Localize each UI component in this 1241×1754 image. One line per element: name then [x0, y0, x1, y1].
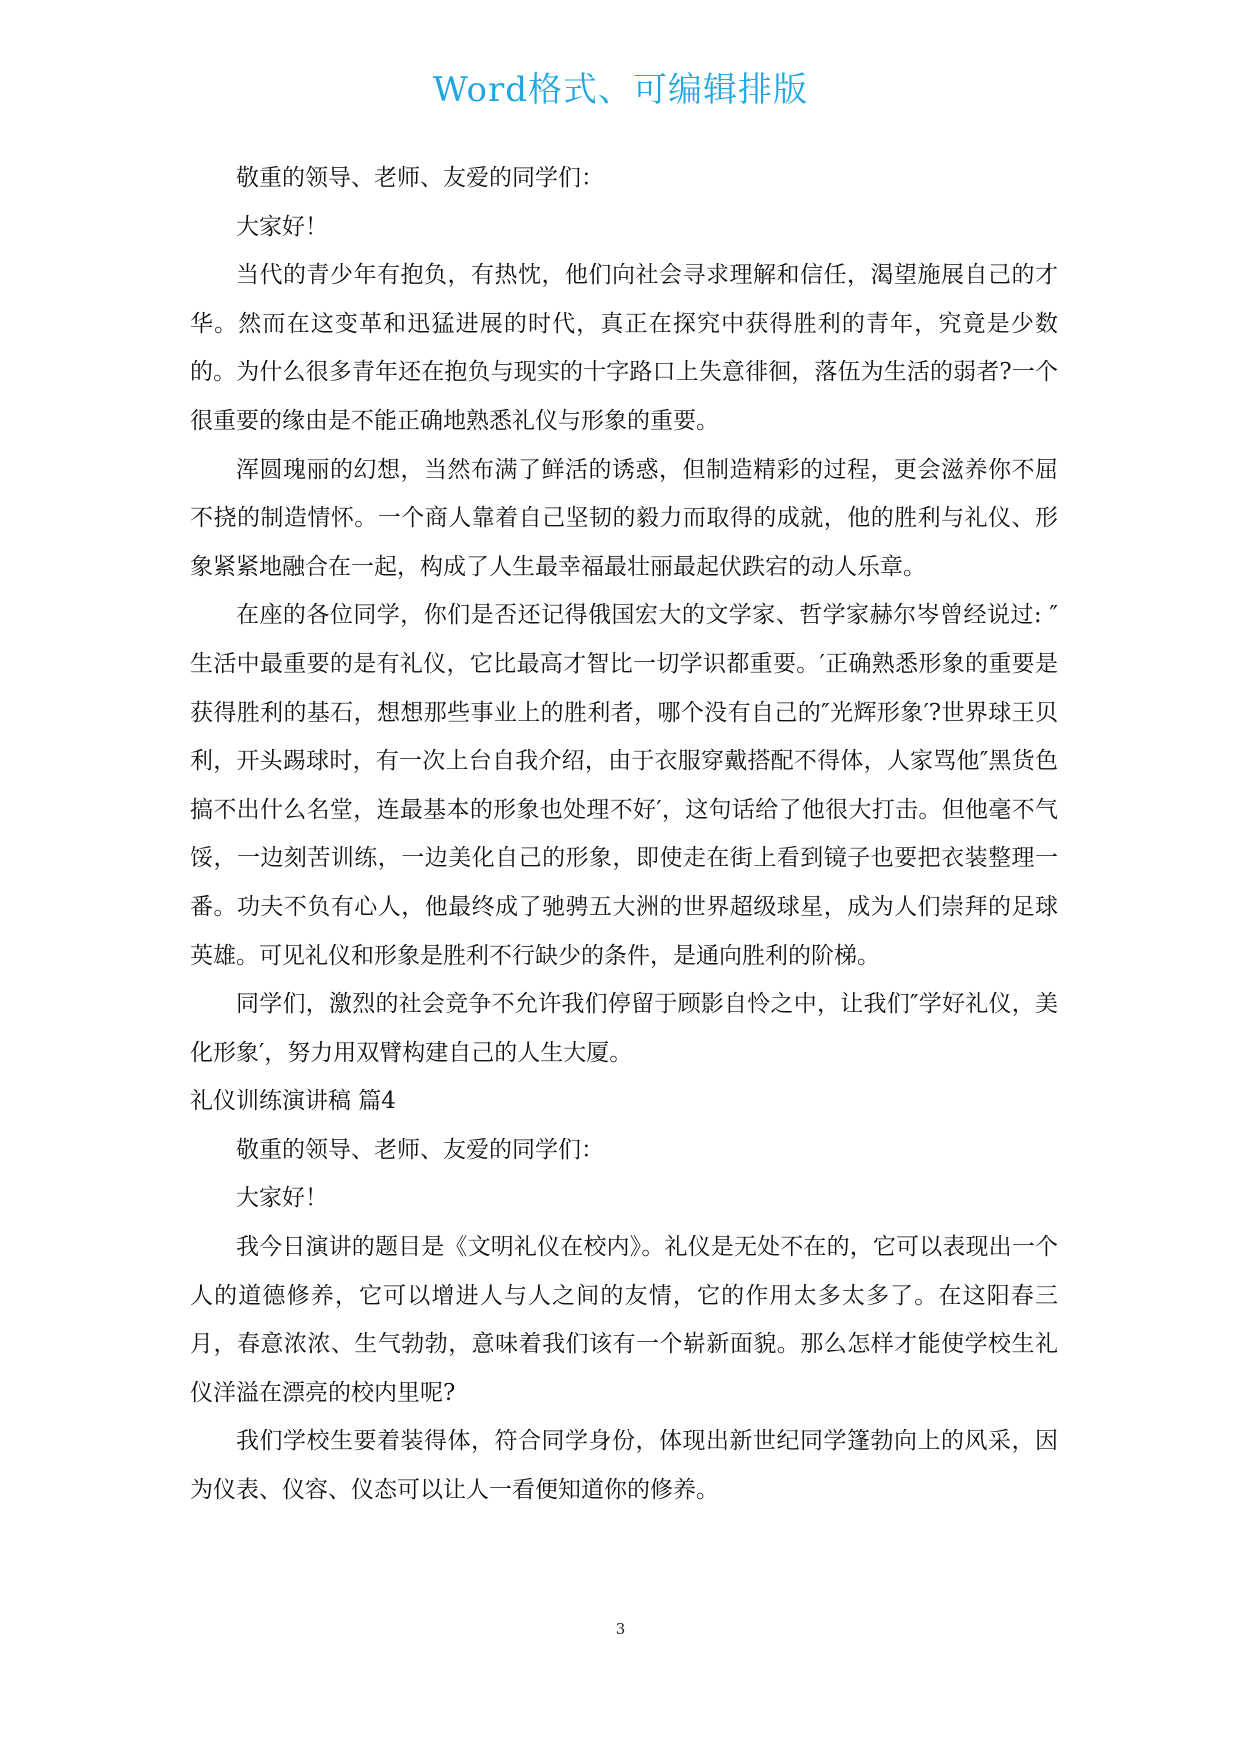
body-text — [190, 154, 1058, 1515]
paragraph: 我们学校生要着装得体，符合同学身份，体现出新世纪同学篷勃向上的风采，因为仪表、仪容、仪态可以让人一看便知道你的修养。 — [190, 1428, 1058, 1504]
paragraph: 在座的各位同学，你们是否还记得俄国宏大的文学家、哲学家赫尔岑曾经说过: ″生活中最重要的是有礼仪，它比最高才智比一切学识都重要。′正确熟悉形象的重要是获得胜利的基石，想想那些事业上的胜利者，哪个没有自己的″光辉形象′?世界球王贝利，开头踢球时，有一次上台自我介绍，由于衣服穿戴搭配不得体，人家骂他″黑货色搞不出什么名堂，连最基本的形象也处理不好′，这句话给了他很大打击。但他毫不气馁，一边刻苦训练，一边美化自己的形象，即使走在街上看到镜子也要把衣装整理一番。功夫不负有心人，他最终成了驰骋五大洲的世界超级球星，成为人们崇拜的足球英雄。可见礼仪和形象是胜利不行缺少的条件，是通向胜利的阶梯。 — [190, 602, 1058, 969]
header-title: Word格式、可编辑排版 — [432, 70, 809, 110]
paragraph-greeting: 大家好！ — [236, 1185, 328, 1212]
page-number: 3 — [615, 1620, 626, 1638]
paragraph: 同学们，激烈的社会竞争不允许我们停留于顾影自怜之中，让我们″学好礼仪，美化形象′，努力用双臂构建自己的人生大厦。 — [190, 991, 1058, 1066]
paragraph: 我今日演讲的题目是《文明礼仪在校内》。礼仪是无处不在的，它可以表现出一个人的道德修养，它可以增进人与人之间的友情，它的作用太多太多了。在这阳春三月，春意浓浓、生气勃勃，意味着我们该有一个崭新面貌。那么怎样才能使学校生礼仪洋溢在漂亮的校内里呢? — [190, 1234, 1058, 1406]
paragraph: 当代的青少年有抱负，有热忱，他们向社会寻求理解和信任，渴望施展自己的才华。然而在这变革和迅猛进展的时代，真正在探究中获得胜利的青年，究竟是少数的。为什么很多青年还在抱负与现实的十字路口上失意徘徊，落伍为生活的弱者?一个很重要的缘由是不能正确地熟悉礼仪与形象的重要。 — [190, 262, 1058, 434]
paragraph: 浑圆瑰丽的幻想，当然布满了鲜活的诱惑，但制造精彩的过程，更会滋养你不屈不挠的制造情怀。一个商人靠着自己坚韧的毅力而取得的成就，他的胜利与礼仪、形象紧紧地融合在一起，构成了人生最幸福最壮丽最起伏跌宕的动人乐章。 — [190, 456, 1058, 580]
paragraph-salutation: 敬重的领导、老师、友爱的同学们： — [236, 165, 604, 191]
paragraph-greeting: 大家好！ — [236, 213, 328, 240]
section-heading: 礼仪训练演讲稿 篇4 — [190, 1088, 396, 1115]
paragraph-salutation: 敬重的领导、老师、友爱的同学们： — [236, 1136, 604, 1163]
